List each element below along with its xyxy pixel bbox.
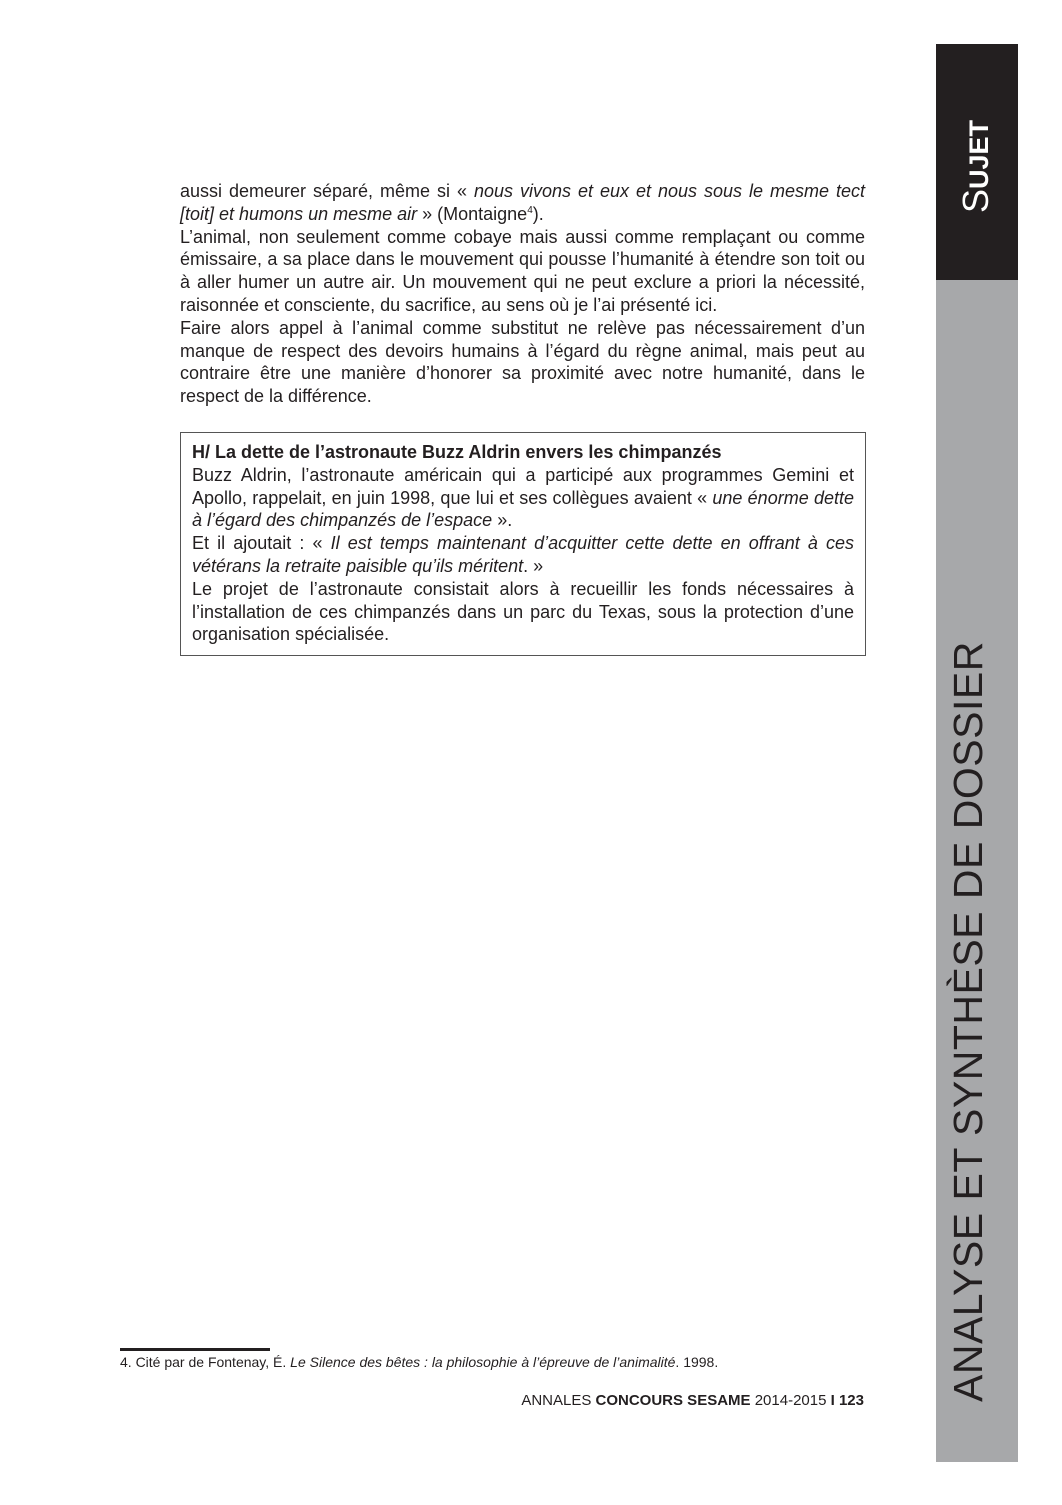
side-tab-label: [955, 120, 997, 213]
paragraph: L’animal, non seulement comme cobaye mais aussi comme remplaçant ou comme émissaire, a sa place dans le mouvement qui pousse l’humanité à étendre son toit ou à aller humer un autre air. Un mouvement qui ne peut exclure a priori la nécessité, raisonnée et consciente, du sacrifice, au sens où je l’ai présenté ici.: [180, 226, 865, 315]
paragraph: Faire alors appel à l’animal comme substitut ne relève pas nécessairement d’un manque de respect des devoirs humains à l’égard du règne animal, mais peut au contraire être une manière d’honorer sa proximité avec notre humanité, dans le respect de la différence.: [180, 317, 865, 407]
text: 2014-2015: [750, 1392, 831, 1409]
text: UJET: [964, 119, 994, 189]
footnote-ref: 4: [527, 204, 533, 216]
text: Et il ajoutait : «: [192, 533, 331, 554]
page-number: I 123: [830, 1392, 864, 1409]
section-label: ANALYSE ET SYNTHÈSE DE DOSSIER: [945, 641, 991, 1402]
quote: nous vivons et eux et nous sous le mesme tect [toit] et humons un mesme air: [180, 181, 865, 224]
paragraph: Le projet de l’astronaute consistait alors à recueillir les fonds nécessaires à l’installation de ces chimpanzés dans un parc du Texas, sous la protection d’une organisation spécialisée.: [192, 578, 854, 645]
page-footer: [521, 1392, 864, 1409]
text: ».: [492, 510, 513, 531]
boxed-section: [180, 432, 866, 656]
body-text: [180, 180, 865, 408]
text: S: [955, 188, 996, 213]
text: aussi demeurer séparé, même si «: [180, 181, 474, 201]
text: ANNALES: [521, 1392, 596, 1409]
quote: Il est temps maintenant d’acquitter cette dette en offrant à ces vétérans la retraite paisible qu’ils méritent: [192, 533, 854, 576]
footnote: [120, 1354, 718, 1370]
text: CONCOURS SESAME: [595, 1392, 751, 1409]
text: . »: [523, 555, 544, 576]
text: 4. Cité par de Fontenay, É.: [120, 1354, 291, 1370]
text: . 1998.: [675, 1354, 719, 1370]
text: » (Montaigne: [417, 203, 528, 224]
book-title: Le Silence des bêtes : la philosophie à l’épreuve de l’animalité: [290, 1354, 676, 1370]
box-title: H/ La dette de l’astronaute Buzz Aldrin envers les chimpanzés: [192, 442, 722, 462]
footnote-divider: [120, 1348, 270, 1351]
text: ).: [532, 203, 544, 224]
quote: une énorme dette à l’égard des chimpanzés de l’espace: [192, 487, 854, 531]
paragraph: [192, 464, 854, 532]
paragraph: [192, 532, 854, 578]
text: Buzz Aldrin, l’astronaute américain qui a participé aux programmes Gemini et Apollo, rappelait, en juin 1998, que lui et ses collègues avaient «: [192, 464, 854, 508]
paragraph: [180, 180, 865, 226]
